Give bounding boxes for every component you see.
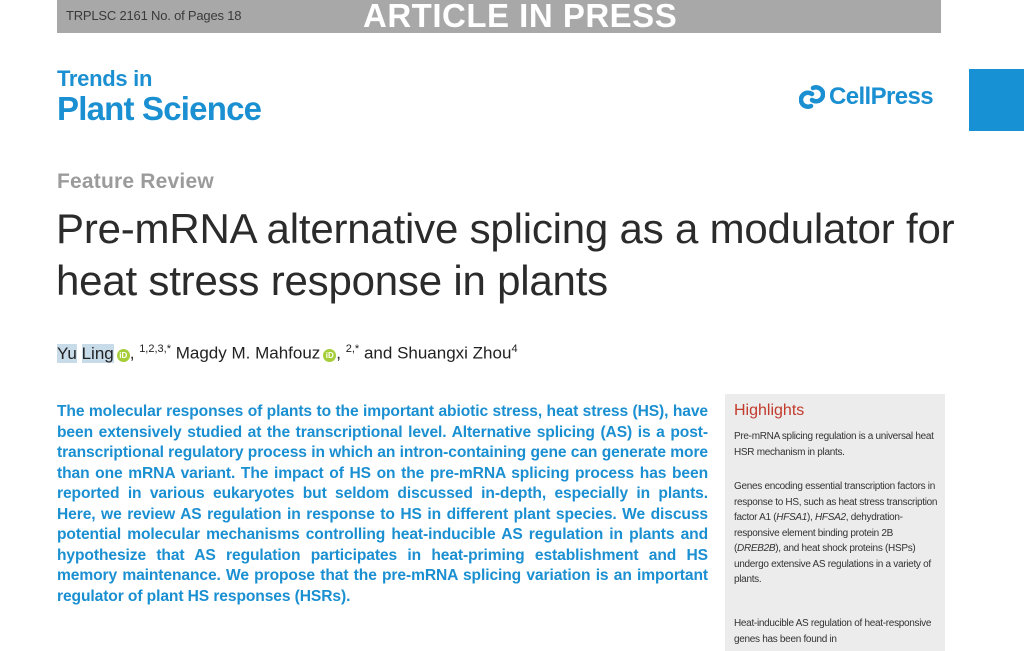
section-type: Feature Review	[57, 170, 214, 193]
highlight-item: Pre-mRNA splicing regulation is a universal heat HSR mechanism in plants.	[734, 431, 934, 458]
author-affiliation: 1,2,3,*	[139, 343, 171, 355]
article-title: Pre-mRNA alternative splicing as a modulator for heat stress response in plants	[56, 205, 955, 304]
author-list: Yu Ling iD , $^{1,2,3,*}$ Magdy M. Mahfouz iD , $^{2,*}$ and Shuangxi Zhou$^4$	[57, 343, 518, 363]
publisher-logo[interactable]	[799, 83, 933, 111]
highlights-box	[725, 394, 945, 651]
side-tab	[969, 69, 1024, 131]
highlight-item: Genes encoding essential transcription factors in response to HS, such as heat stress transcription factor A1 (HFSA1), HFSA2, dehydration-responsive element binding protein 2B (DREB2B), and heat shock proteins (HSPs) undergo extensive AS regulations in a variety of plants.	[734, 481, 938, 585]
publisher-name: CellPress	[829, 83, 934, 110]
author-first-name[interactable]: Yu	[57, 343, 77, 363]
journal-name-line2: Plant Science	[57, 90, 262, 127]
article-in-press-banner	[57, 0, 941, 33]
author-connector: and	[363, 343, 393, 363]
author-affiliation: 4	[511, 343, 518, 355]
author-affiliation: 2,*	[345, 343, 360, 355]
orcid-icon[interactable]: iD	[117, 349, 130, 362]
highlights-title: Highlights	[734, 402, 805, 419]
author-name[interactable]: Shuangxi Zhou	[397, 343, 512, 363]
journal-name[interactable]	[57, 67, 261, 127]
cellpress-logo-icon	[799, 85, 825, 109]
orcid-icon[interactable]: iD	[323, 349, 336, 362]
manuscript-meta: TRPLSC 2161 No. of Pages 18	[66, 8, 242, 23]
author-name[interactable]: Magdy M. Mahfouz	[175, 343, 321, 363]
abstract: The molecular responses of plants to the important abiotic stress, heat stress (HS), have been extensively studied at the transcriptional level. Alternative splicing (AS) is a post-transcriptional regulatory process in which an intron-containing gene can generate more than one mRNA variant. The impact of HS on the pre-mRNA splicing process has been reported in various eukaryotes but seldom discussed in-depth, especially in plants. Here, we review AS regulation in response to HS in different plant species. We discuss potential molecular mechanisms controlling heat-inducible AS regulation in plants and hypothesize that AS regulation participates in heat-priming establishment and HS memory maintenance. We propose that the pre-mRNA splicing variation is an important regulator of plant HS responses (HSRs).	[57, 403, 708, 605]
article-in-press-label: ARTICLE IN PRESS	[363, 0, 678, 34]
journal-name-line1: Trends in	[57, 66, 153, 91]
highlight-item: Heat-inducible AS regulation of heat-responsive genes has been found in	[734, 618, 932, 645]
author-last-name[interactable]: Ling	[81, 343, 114, 363]
